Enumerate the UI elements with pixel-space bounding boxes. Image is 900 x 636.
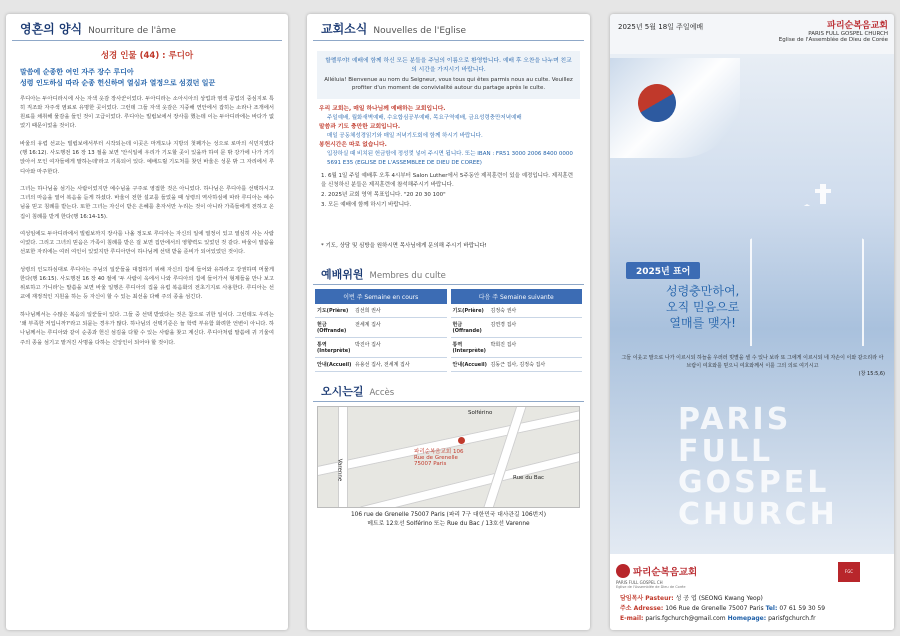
worship-title-ko: 예배위원 [321, 268, 364, 282]
this-week-table [315, 289, 447, 372]
member: 유용선 집사, 전세계 집사 [355, 362, 410, 369]
logo-text-en: PARIS FULL GOSPEL CH [616, 580, 663, 585]
worship-title-fr: Membres du culte [369, 271, 446, 282]
member: 김동근 집사, 김정숙 집사 [490, 362, 546, 369]
cross-icon [820, 184, 826, 204]
fgc-badge-icon: FGC [838, 562, 860, 582]
logo-text-fr: Eglise de l'Assemblée de Dieu de Corée [616, 585, 686, 589]
role: 기도(Prière) [452, 308, 484, 315]
panel-church-news [307, 14, 590, 630]
subtitle-line: 성령 인도하심 따라 순종 헌신하며 열심과 열정으로 섬겼던 일꾼 [20, 78, 216, 87]
cover-header [610, 14, 894, 56]
table-header: 이번 주 Semaine en cours [315, 289, 447, 304]
verse-text: 그들 이웃고 말으로 나가 이르시되 하늘을 우러러 빗별을 셀 수 있나 보라 또 그에게 이르시되 네 자손이 이와 같으리라 아브람이 여호와를 믿으니 여호와께서 이를 그의 의로 여기시고 [621, 355, 884, 369]
table-row [451, 358, 583, 372]
access-header [313, 380, 584, 402]
role: 통역(Interprète) [452, 342, 486, 355]
welcome-fr: Alléluia! Bienvenue au nom du Seigneur, vous tous qui êtes parmis nous au culte. Veuillez profiter d'un moment de convivialité autour du partage après le culte. [324, 76, 573, 92]
table-row [315, 338, 447, 358]
notice-item: 3. 모든 예배에 함께 하시기 바랍니다. [321, 202, 412, 209]
access-title-ko: 오시는길 [321, 385, 364, 399]
motto-text [626, 283, 739, 332]
contact-note: * 기도, 상담 및 심방을 원하시면 목사님에게 문의해 주시기 바랍니다! [321, 243, 487, 250]
article-paragraph: 바울의 유럽 선교는 빌립보에서부터 시작되는데 이곳은 마게도냐 지방의 첫째가는 성으로 로마의 식민지였다(행 16:12). 사도행전 16 장 13 절을 보면 '안식일에 우리가 기도할 곳이 있을까 하여 문 밖 강가에 나가 거기 앉아서 모인 여자들에게 말하는데'라고 기록되어 있다. 예배드릴 기도처를 찾던 바울은 성문 밖 그 자리에서 루디아와 마주한다. [20, 140, 274, 175]
logo-text-ko: 파리순복음교회 [633, 567, 698, 578]
article-paragraph: 하나님께서는 수많은 복음의 일꾼들이 있다. 그들 중 선택 받았다는 것은 참으로 귀한 일이다. 그런데도 우리는 '왜 부족한 저입니까?'라고 되묻는 경우가 많다. 하나님의 선택기준은 늘 학력 부유함 화려한 언변이 아니다. 하나님께서는 루디아와 같이 순종과 헌신 섬김을 다할 수 있는 사람을 찾고 계신다. 루디아처럼 말씀에 귀 기울여 주의 종을 섬기고 맡겨진 사명을 다하는 신앙인이 되어야 할 것이다. [20, 311, 274, 346]
watermark-line: CHURCH [678, 496, 838, 532]
logo-icon [616, 564, 630, 578]
table-row [315, 304, 447, 318]
map-label-church: 파리순복음교회 106 Rue de Grenelle 75007 Paris [414, 449, 464, 468]
watermark-line: PARIS [678, 402, 792, 437]
bullet-heading: 봉헌시간은 따로 없습니다. [319, 141, 387, 148]
role: 안내(Accueil) [317, 362, 352, 369]
map-label-solferino: Solférino [468, 410, 493, 417]
bullet-body: 매일 공동체성경읽기와 매일 저녁기도회에 함께 하시기 바랍니다. [327, 132, 483, 139]
watermark-line: FULL [678, 433, 774, 469]
pastor-label: 담임목사 Pasteur: [620, 595, 674, 602]
role: 통역(Interprète) [317, 342, 351, 355]
table-row [451, 338, 583, 358]
role: 안내(Accueil) [452, 362, 487, 369]
map-label-bac: Rue du Bac [513, 475, 545, 482]
church-name-en: PARIS FULL GOSPEL CHURCH [808, 31, 888, 37]
welcome-notice [317, 51, 580, 99]
homepage-label: Homepage: [727, 614, 767, 622]
street [338, 406, 348, 508]
church-name-block [779, 18, 888, 43]
table-row [451, 304, 583, 318]
cover-footer [610, 554, 894, 630]
article-paragraph: 성령의 인도하심대로 루디아는 주님의 일꾼들을 대접하기 위해 자신의 집에 들어와 유하라고 강권하며 머물게 한다(행 16:15). 사도행전 16 장 40 절에 '두 사람이 옥에서 나와 루디아의 집에 들어가서 형제들을 만나 보고 위로하고 가니라'는 말씀을 보면 바울 일행은 루디아의 집을 유럽 복음화의 전초기지로 사용한다. 루디아는 선교에 재정적인 지원을 하는 등 자신이 할 수 있는 최선을 다해 주의 종을 섬긴다. [20, 266, 274, 301]
email-label: E-mail: [620, 614, 644, 622]
member: 박진아 집사 [355, 342, 381, 349]
subtitle-line: 말씀에 순종한 여인 자주 장수 루디아 [20, 68, 134, 76]
church-logo [616, 564, 697, 578]
section-title-fr: Nouvelles de l'Eglise [373, 26, 466, 36]
table-row [315, 358, 447, 372]
contact-info [620, 594, 825, 624]
motto-line: 오직 믿음으로 [666, 300, 740, 315]
table-row [315, 318, 447, 338]
address-value: 106 Rue de Grenelle 75007 Paris [665, 604, 764, 612]
street [478, 406, 528, 508]
news-bullets [307, 105, 590, 168]
article-paragraph: 루디아는 두아디라시에 사는 자색 옷감 장사꾼이었다. 두아디라는 소아시아의 상업과 염색 공업의 중심지로 특히 직조와 자주색 염료로 유명한 곳이었다. 그런데 그들 자색 옷감은 지중해 연안에서 잡히는 소라나 조개에서 원료를 채취해 물감을 들인 것이 고급이었다. 루디아는 빌립보에서 장사를 했는데 이는 두아디라에는 바다가 없었기 때문이었을 것이다. [20, 95, 274, 130]
church-name-ko: 파리순복음교회 [827, 21, 888, 31]
member: 김선희 권사 [355, 308, 381, 315]
article-paragraph: 그녀는 하나님을 섬기는 사람이었지만 예수님을 구주로 영접한 것은 아니었다. 하나님은 루디아를 선택하시고 그녀의 마음을 열어 복음을 듣게 하셨다. 바울이 전한 설교를 들었을 때 성령의 역사하심에 따라 루디아는 예수님을 믿고 침례를 받는다. 또한 그녀는 자신이 받은 은혜를 혼자서만 누리는 것이 아니라 가족들에게 전하고 온 집이 침례를 받게 한다(행 16:14-15). [20, 185, 274, 220]
role: 기도(Prière) [317, 308, 349, 315]
address-block [307, 511, 590, 529]
article-paragraph: 여성임에도 두아디라에서 빌립보까지 장사를 나올 정도로 루디아는 자신의 일에 열정이 있고 열심히 사는 사람이었다. 그리고 그녀의 믿음은 가족이 침례를 받은 걸 보면 집안에서의 영향력도 있었던 것 같다. 바울이 말씀을 선포한 자리에는 여러 여인이 있었지만 루디아만이 하나님께 선택 받을 준비가 되어있었던 것이다. [20, 230, 274, 256]
member: 박희진 집사 [490, 342, 517, 349]
next-week-table [451, 289, 583, 372]
section-header [12, 14, 282, 41]
location-map [317, 406, 580, 508]
member: 김정숙 권사 [490, 308, 517, 315]
email-link[interactable]: paris.fgchurch@gmail.com [645, 614, 726, 622]
homepage-link[interactable]: parisfgchurch.fr [768, 614, 816, 622]
motto-line: 성령충만하여, [666, 284, 740, 298]
address-line: 106 rue de Grenelle 75007 Paris (파리 7구 대한민국 대사관길 106번지) [350, 512, 547, 519]
panel-cover [610, 14, 894, 630]
address-label: 주소 Adresse: [620, 604, 664, 612]
bullet-body: 입장하실 때 비치된 헌금함에 정성껏 넣어 주시면 됩니다. 또는 IBAN : FR51 3000 2006 8400 0000 5691 E35 (EGLISE DE L'ASSEMBLEE DE DIEU DE COREE) [327, 150, 573, 166]
worship-tables [307, 289, 590, 372]
numbered-notices [307, 172, 590, 212]
tel-label: Tel: [765, 604, 778, 612]
section-title-fr: Nourriture de l'âme [88, 26, 176, 36]
article-subtitle [6, 67, 288, 89]
watermark-line: GOSPEL [678, 465, 830, 500]
church-name-fr: Eglise de l'Assemblée de Dieu de Corée [778, 37, 888, 43]
map-label-varenne: Varenne [336, 458, 343, 482]
member: 전세계 집사 [355, 322, 381, 329]
worship-header [313, 263, 584, 285]
role: 헌금(Offrande) [317, 322, 347, 335]
bible-verse [620, 354, 885, 378]
motto-tag: 2025년 표어 [626, 262, 700, 279]
role: 헌금(Offrande) [452, 322, 482, 335]
panel-soul-food [6, 14, 288, 630]
pastor-name: 성 공 엽 (SEONG Kwang Yeop) [675, 595, 763, 602]
church-watermark [678, 404, 838, 530]
yearly-motto [626, 259, 739, 332]
section-title-ko: 영혼의 양식 [20, 22, 83, 36]
article-title: 성경 인물 (44) : 루디아 [100, 51, 194, 61]
table-row [451, 318, 583, 338]
bullet-heading: 우리 교회는, 매일 하나님께 예배하는 교회입니다. [319, 105, 446, 112]
motto-line: 열매를 맺자! [669, 316, 736, 331]
notice-item: 2. 2025년 교회 영역 목표입니다. "20 20 30 100" [321, 192, 446, 199]
member: 김연경 집사 [490, 322, 517, 329]
bullet-heading: 말씀과 기도 충만한 교회입니다. [319, 123, 401, 130]
table-header: 다음 주 Semaine suivante [451, 289, 583, 304]
service-date: 2025년 5월 18일 주일예배 [618, 23, 704, 31]
bullet-body: 주일예배, 월화새벽예배, 수요합심공부예배, 목요구역예배, 금요성령충만저녁예배 [327, 114, 522, 121]
verse-reference: (창 15:5,6) [858, 371, 885, 377]
access-title-fr: Accès [369, 388, 395, 399]
section-header [313, 14, 584, 41]
metro-line: 메트로 12호선 Solférino 또는 Rue du Bac / 13호선 Varenne [367, 521, 530, 528]
section-title-ko: 교회소식 [321, 22, 368, 36]
notice-item: 1. 6월 1일 주일 예배후 오후 4시부터 Salon Luther에서 5주동안 제직훈련이 있을 예정입니다. 제직훈련을 신청하신 분들은 제직훈련에 참석해주시기 바랍니다. [321, 172, 574, 189]
welcome-ko: 할렐루야! 예배에 함께 하신 모든 분들을 주님의 이름으로 환영합니다. 예배 후 오찬을 나누며 친교의 시간을 가지시기 바랍니다. [325, 58, 572, 74]
tel-value: 07 61 59 30 59 [779, 604, 826, 612]
